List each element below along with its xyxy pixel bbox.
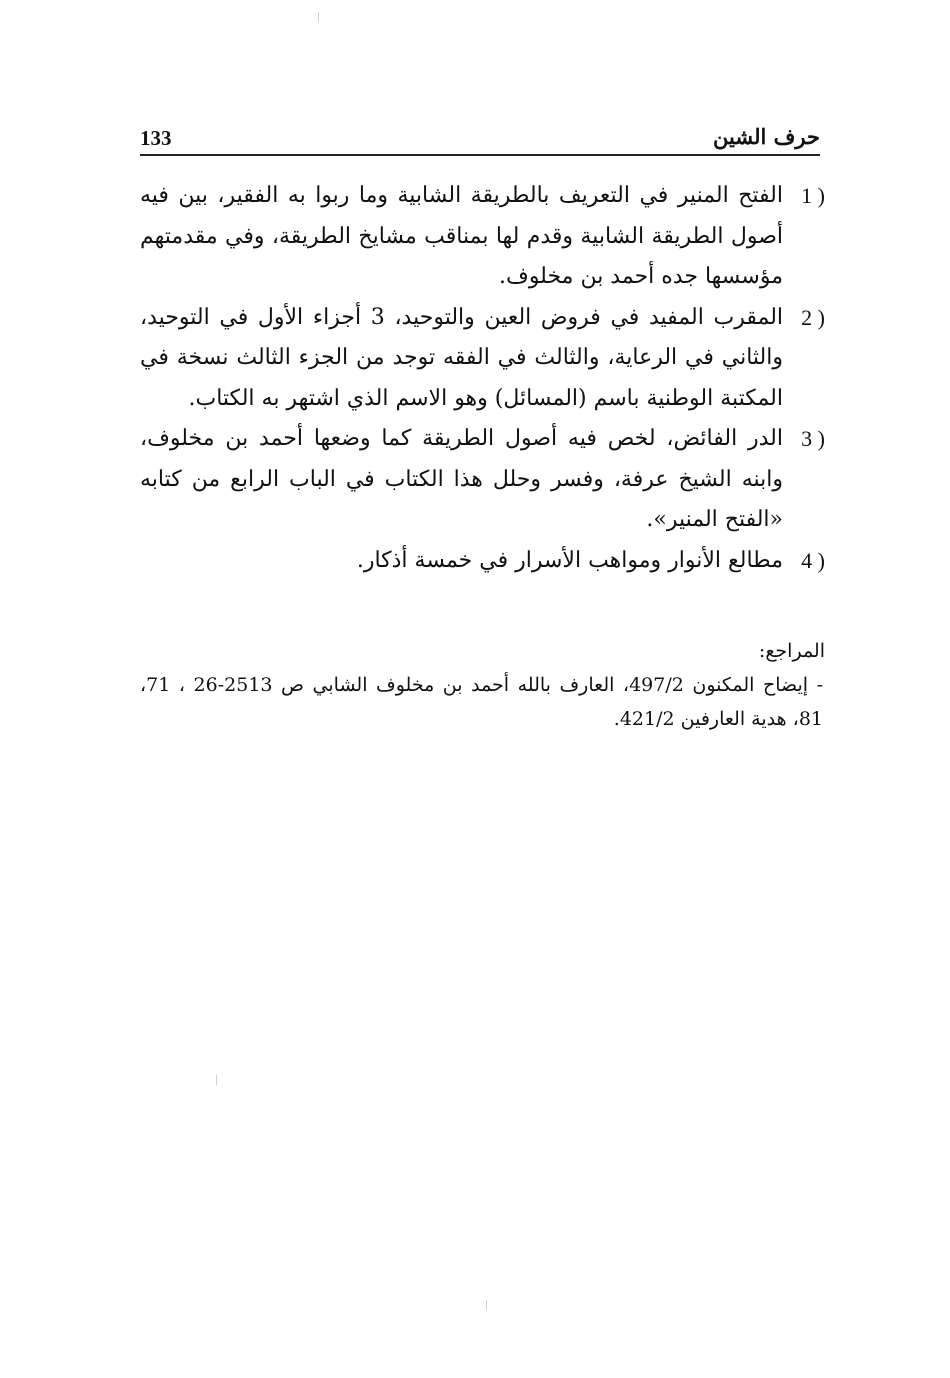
list-item	[140, 419, 825, 541]
list-item	[140, 541, 825, 582]
list-item-number: 2 )	[801, 304, 825, 330]
list-item-text: الفتح المنير في التعريف بالطريقة الشابية وما ربوا به الفقير، بين فيه أصول الطريقة الشابية وقدم لها بمناقب مشايخ الطريقة، وفي مقدمتهم مؤسسها جده أحمد بن مخلوف.	[140, 183, 783, 289]
page-number: 133	[140, 126, 172, 150]
list-item-text: المقرب المفيد في فروض العين والتوحيد، 3 أجزاء الأول في التوحيد، والثاني في الرعاية، والثالث في الفقه توجد من الجزء الثالث نسخة في المكتبة الوطنية باسم (المسائل) وهو الاسم الذي اشتهر به الكتاب.	[140, 304, 784, 411]
reference-entry: - إيضاح المكنون 497/2، العارف بالله أحمد بن مخلوف الشابي ص 2513-26 ، 71، 81، هدية العارفين 421/2.	[140, 674, 823, 730]
references-section	[140, 634, 825, 736]
scan-mark	[216, 1075, 217, 1085]
running-title: حرف الشين	[713, 124, 820, 149]
scan-mark	[486, 1300, 487, 1310]
list-item-number: 4 )	[801, 547, 825, 573]
list-item-text: مطالع الأنوار ومواهب الأسرار في خمسة أذكار.	[356, 547, 783, 573]
list-item-number: 1 )	[801, 183, 825, 208]
list-item	[140, 176, 825, 298]
list-item	[140, 298, 825, 420]
list-item-number: 3 )	[801, 426, 825, 451]
numbered-list	[140, 176, 825, 581]
page-header	[140, 122, 820, 156]
references-heading: المراجع:	[758, 640, 825, 662]
scan-mark	[318, 12, 319, 22]
list-item-text: الدر الفائض، لخص فيه أصول الطريقة كما وضعها أحمد بن مخلوف، وابنه الشيخ عرفة، وفسر وحلل هذا الكتاب في الباب الرابع من كتابه «الفتح المنير».	[140, 426, 783, 532]
